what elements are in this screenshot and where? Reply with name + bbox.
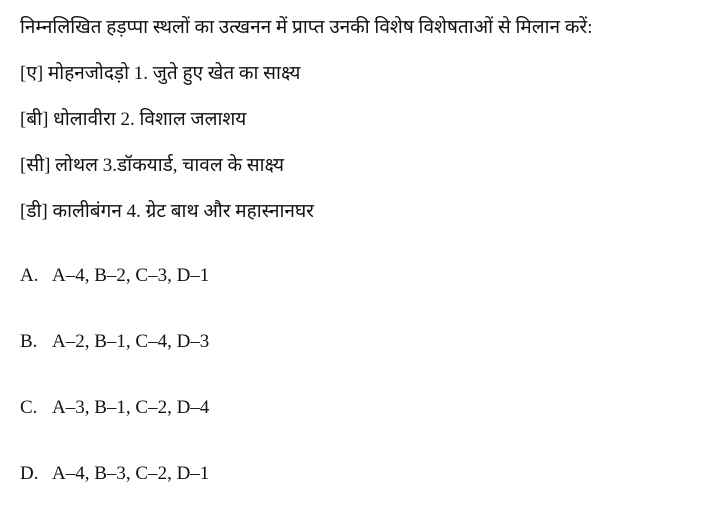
option-a-letter: A. [20, 265, 39, 286]
option-c[interactable] [20, 394, 209, 422]
option-d-text: A–4, B–3, C–2, D–1 [52, 463, 210, 484]
match-pair-a: [ए] मोहनजोदड़ो 1. जुते हुए खेत का साक्ष्य [20, 63, 301, 84]
match-pair-d: [डी] कालीबंगन 4. ग्रेट बाथ और महास्नानघर [20, 201, 314, 222]
option-d[interactable] [20, 460, 209, 488]
match-pair-c: [सी] लोथल 3.डॉकयार्ड, चावल के साक्ष्य [20, 155, 285, 176]
option-c-text: A–3, B–1, C–2, D–4 [52, 397, 210, 418]
question-text: निम्नलिखित हड़प्पा स्थलों का उत्खनन में प्राप्त उनकी विशेष विशेषताओं से मिलान करें: [20, 17, 593, 38]
option-d-letter: D. [20, 463, 39, 484]
option-a[interactable] [20, 262, 209, 290]
option-b-letter: B. [20, 331, 38, 352]
option-b-text: A–2, B–1, C–4, D–3 [52, 331, 210, 352]
option-c-letter: C. [20, 397, 38, 418]
option-b[interactable] [20, 328, 209, 356]
match-pair-b: [बी] धोलावीरा 2. विशाल जलाशय [20, 109, 247, 130]
option-a-text: A–4, B–2, C–3, D–1 [52, 265, 210, 286]
